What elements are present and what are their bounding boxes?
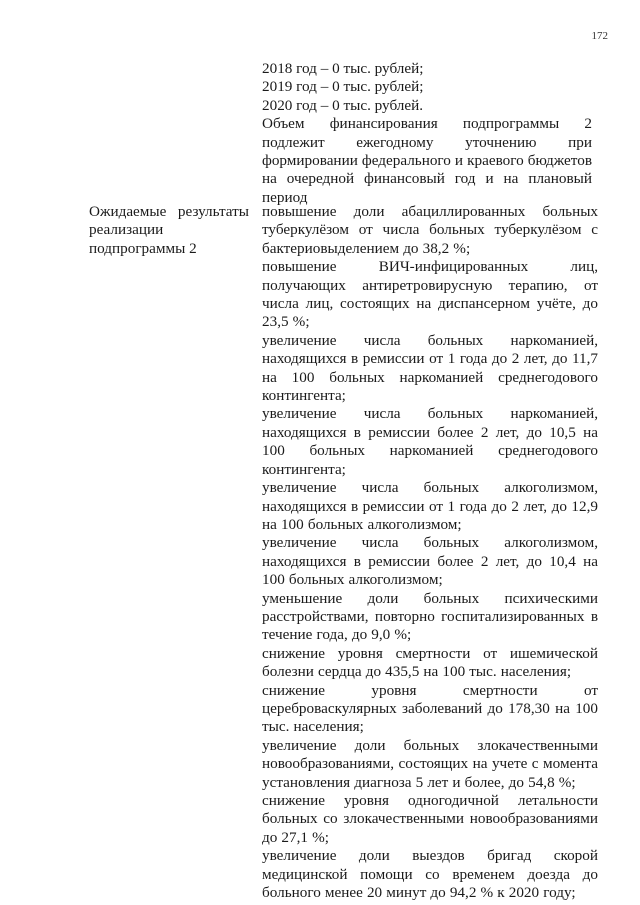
result-item: повышение доли абациллированных больных туберкулёзом от числа больных туберкулёзом с бактериовыделением до 38,2 %; <box>262 203 598 257</box>
results-list <box>262 203 598 902</box>
result-item: увеличение доли больных злокачественными новообразованиями, состоящих на учете с момента установления диагноза 5 лет и более, до 54,8 %; <box>262 736 598 791</box>
result-item: увеличение числа больных алкоголизмом, находящихся в ремиссии более 2 лет, до 10,4 на 100 больных алкоголизмом; <box>262 534 598 589</box>
page-number: 172 <box>591 30 608 42</box>
financing-note: Объем финансирования подпрограммы 2 подлежит ежегодному уточнению при формировании федерального и краевого бюджетов на очередной финансовый год и на плановый период <box>262 115 592 206</box>
result-item: снижение уровня смертности от цереброваскулярных заболеваний до 178,30 на 100 тыс. населения; <box>262 681 598 736</box>
result-item: увеличение числа больных наркоманией, находящихся в ремиссии более 2 лет, до 10,5 на 100 больных наркоманией среднегодового контингента; <box>262 405 598 478</box>
result-item: повышение ВИЧ-инфицированных лиц, получающих антиретровирусную терапию, от числа лиц, состоящих на диспансерном учёте, до 23,5 %; <box>262 258 598 331</box>
result-item: увеличение числа больных алкоголизмом, находящихся в ремиссии от 1 года до 2 лет, до 12,9 на 100 больных алкоголизмом; <box>262 479 598 533</box>
result-item: снижение уровня одногодичной летальности больных со злокачественными новообразованиями до 27,1 %; <box>262 792 598 846</box>
result-item: увеличение числа больных наркоманией, находящихся в ремиссии от 1 года до 2 лет, до 11,7 на 100 больных наркоманией среднегодового контингента; <box>262 331 598 405</box>
result-item: снижение уровня смертности от ишемической болезни сердца до 435,5 на 100 тыс. населения; <box>262 644 598 681</box>
result-item: увеличение доли выездов бригад скорой медицинской помощи со временем доезда до больного менее 20 минут до 94,2 % к 2020 году; <box>262 847 598 902</box>
financing-year-line: 2019 год – 0 тыс. рублей; <box>262 78 424 96</box>
financing-year-line: 2018 год – 0 тыс. рублей; <box>262 60 424 77</box>
result-item: уменьшение доли больных психическими расстройствами, повторно госпитализированных в течение года, до 9,0 %; <box>262 589 598 644</box>
results-label: Ожидаемые результаты реализации подпрограммы 2 <box>89 203 249 257</box>
financing-block <box>262 60 592 207</box>
financing-year-line: 2020 год – 0 тыс. рублей. <box>262 96 424 114</box>
